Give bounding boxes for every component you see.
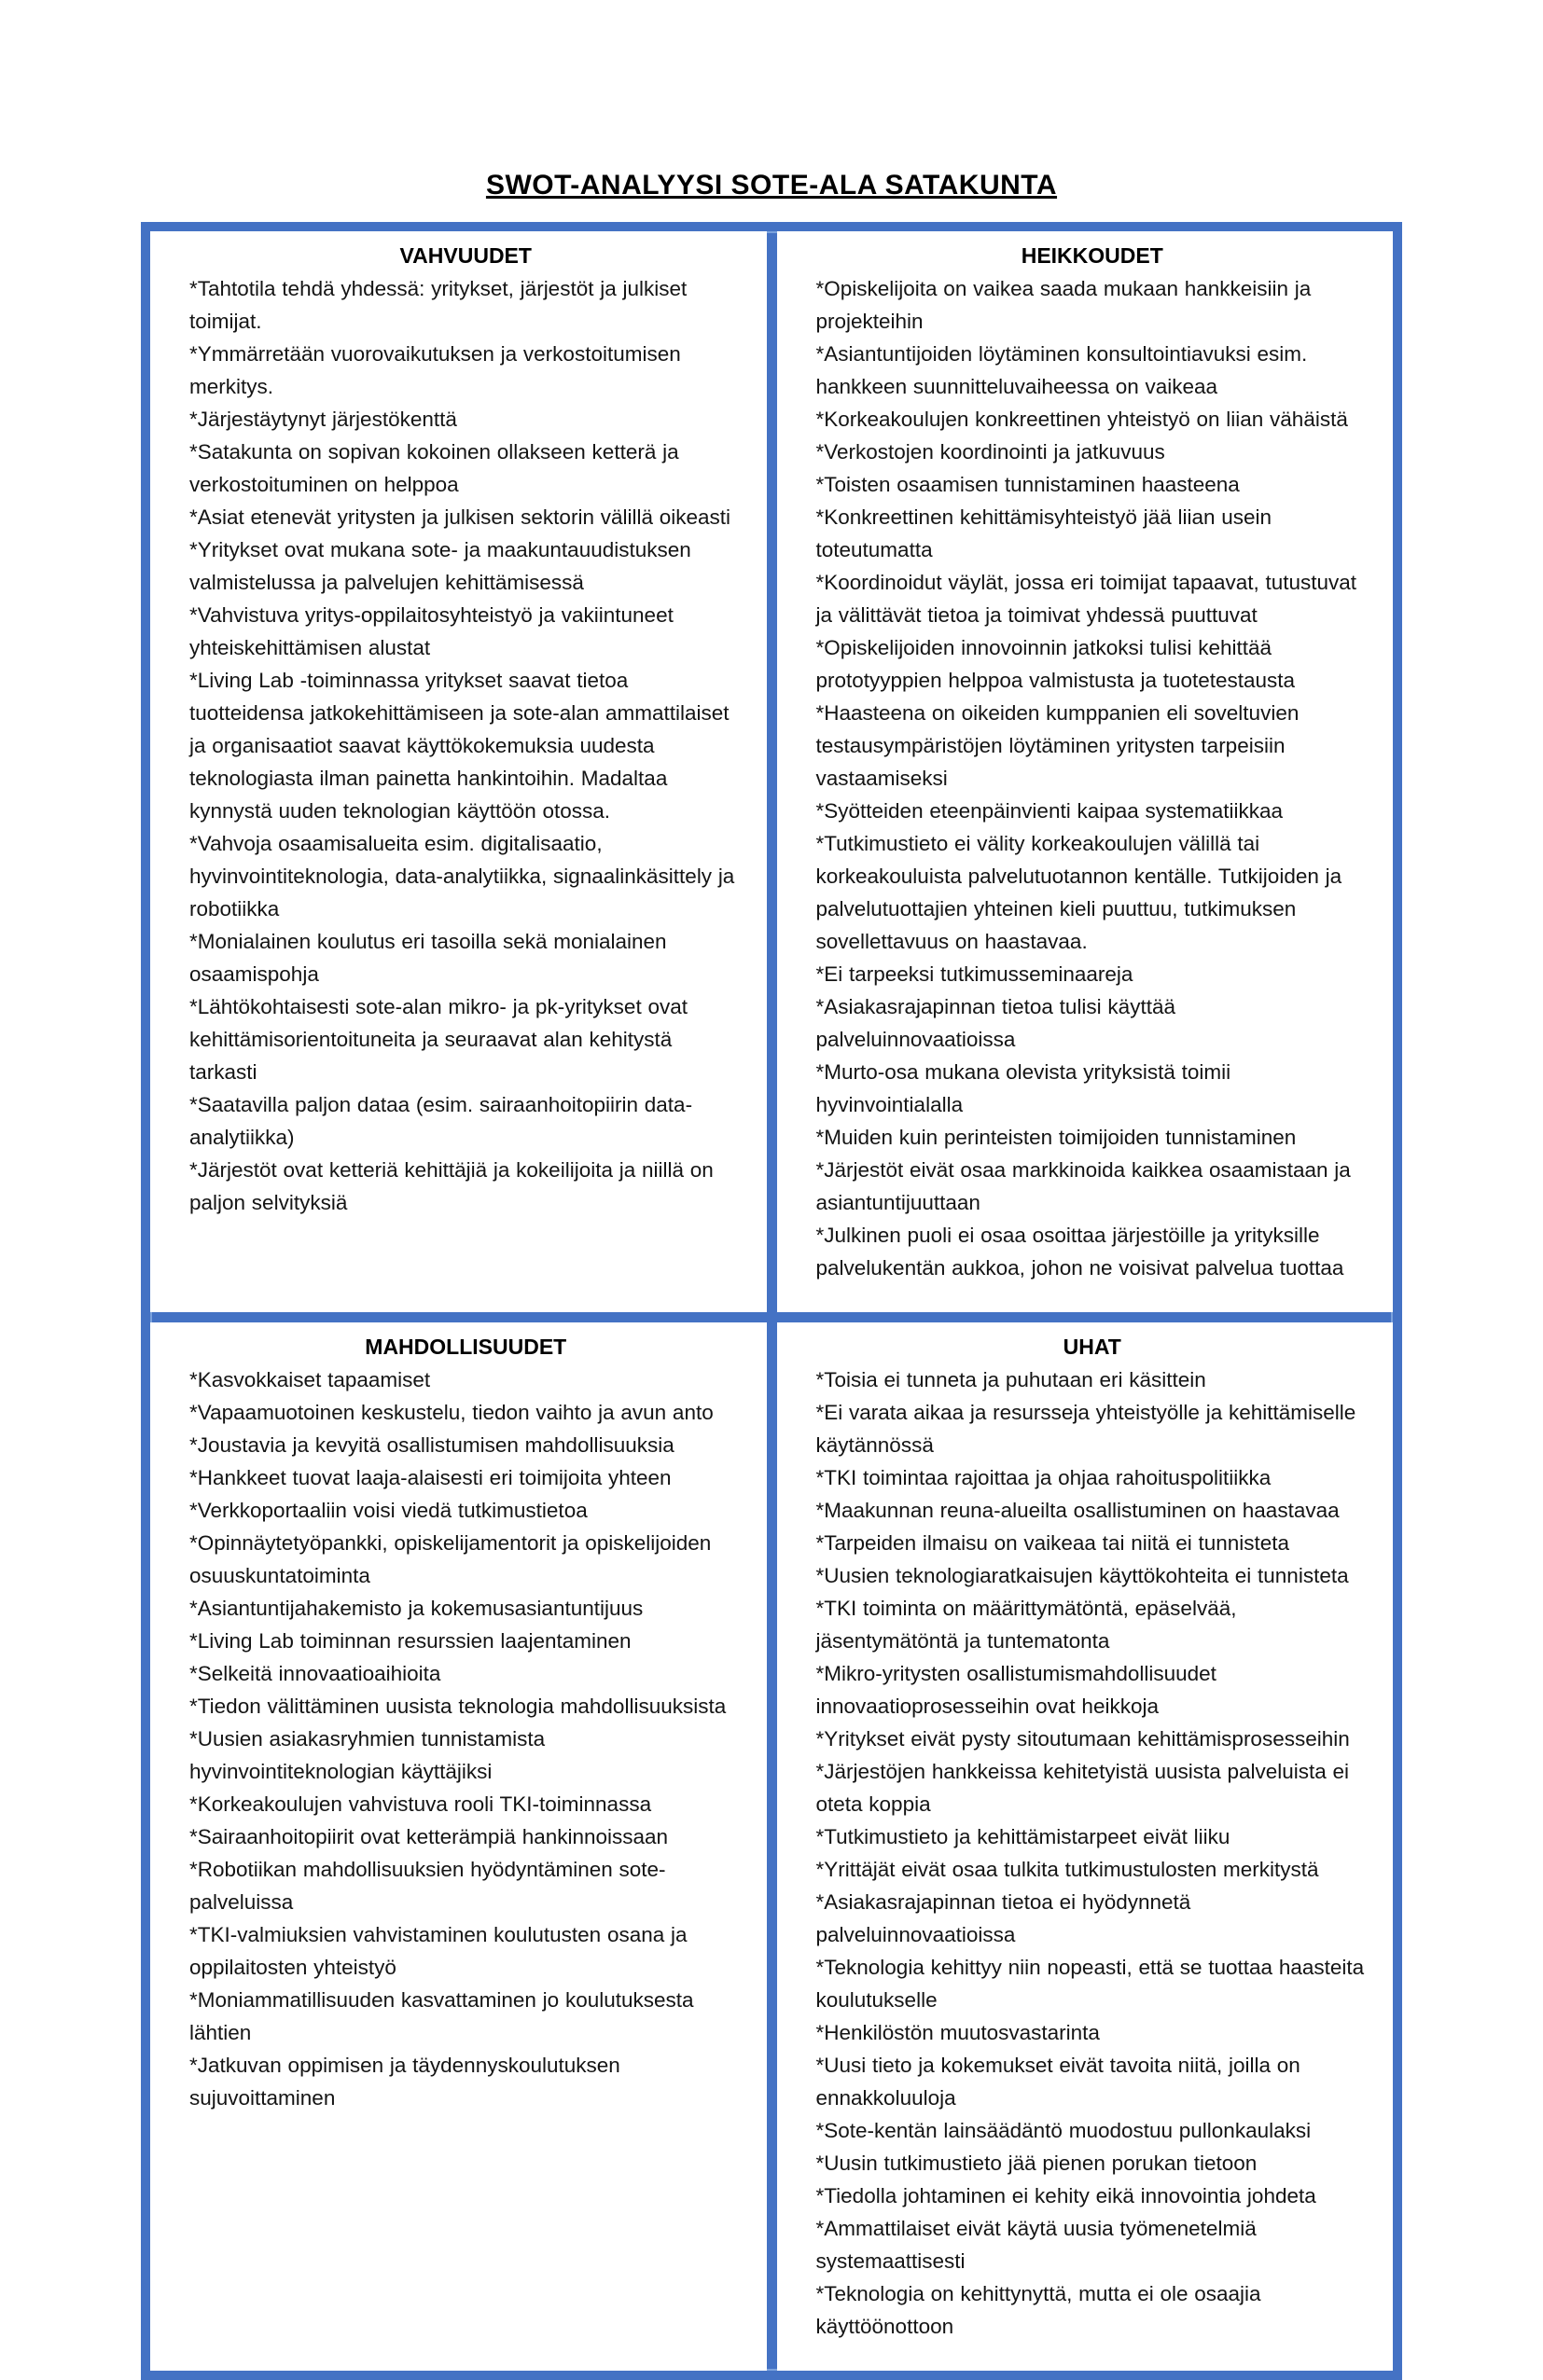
- swot-item: *Uusien asiakasryhmien tunnistamista hyvinvointiteknologian käyttäjiksi: [189, 1727, 546, 1783]
- swot-item: *Konkreettinen kehittämisyhteistyö jää liian usein toteutumatta: [815, 505, 1272, 561]
- strengths-item-list: [189, 272, 743, 1219]
- swot-item: *Tutkimustieto ja kehittämistarpeet eivät liiku: [815, 1825, 1230, 1848]
- swot-item: *Koordinoidut väylät, jossa eri toimijat tapaavat, tutustuvat ja välittävät tietoa ja toimivat yhdessä puuttuvat: [815, 571, 1357, 627]
- swot-item: *Kasvokkaiset tapaamiset: [189, 1368, 431, 1391]
- swot-item: *Teknologia on kehittynyttä, mutta ei ole osaajia käyttöönottoon: [815, 2282, 1261, 2338]
- swot-item: *Lähtökohtaisesti sote-alan mikro- ja pk-yritykset ovat kehittämisorientoituneita ja seuraavat alan kehitystä tarkasti: [189, 995, 688, 1084]
- swot-item: *Toisia ei tunneta ja puhutaan eri käsittein: [815, 1368, 1206, 1391]
- swot-item: *Henkilöstön muutosvastarinta: [815, 2021, 1100, 2044]
- swot-item: *Monialainen koulutus eri tasoilla sekä monialainen osaamispohja: [189, 930, 667, 986]
- swot-item: *Järjestöt ovat ketteriä kehittäjiä ja kokeilijoita ja niillä on paljon selvityksiä: [189, 1158, 714, 1214]
- swot-item: *Yritykset ovat mukana sote- ja maakuntauudistuksen valmistelussa ja palvelujen kehittämisessä: [189, 538, 691, 594]
- swot-item: *TKI toiminta on määrittymätöntä, epäselvää, jäsentymätöntä ja tuntematonta: [815, 1597, 1237, 1653]
- opportunities-item-list: [189, 1363, 743, 2114]
- swot-item: *Opiskelijoita on vaikea saada mukaan hankkeisiin ja projekteihin: [815, 277, 1312, 333]
- swot-item: *Sairaanhoitopiirit ovat ketterämpiä hankinnoissaan: [189, 1825, 669, 1848]
- swot-item: *Robotiikan mahdollisuuksien hyödyntäminen sote-palveluissa: [189, 1858, 666, 1914]
- threats-item-list: [816, 1363, 1369, 2343]
- weaknesses-item-list: [816, 272, 1369, 1284]
- quadrant-opportunities: [150, 1322, 767, 2371]
- swot-matrix: [141, 222, 1402, 2380]
- swot-item: *Verkkoportaaliin voisi viedä tutkimustietoa: [189, 1499, 588, 1522]
- swot-item: *Julkinen puoli ei osaa osoittaa järjestöille ja yrityksille palvelukentän aukkoa, johon ne voisivat palvelua tuottaa: [815, 1224, 1344, 1280]
- swot-item: *Toisten osaamisen tunnistaminen haasteena: [815, 473, 1240, 496]
- swot-item: *Tahtotila tehdä yhdessä: yritykset, järjestöt ja julkiset toimijat.: [189, 277, 688, 333]
- swot-item: *Saatavilla paljon dataa (esim. sairaanhoitopiirin data-analytiikka): [189, 1093, 693, 1149]
- swot-item: *Ei varata aikaa ja resursseja yhteistyölle ja kehittämiselle käytännössä: [815, 1401, 1356, 1457]
- quadrant-weaknesses: [777, 231, 1394, 1312]
- swot-item: *Asiantuntijoiden löytäminen konsultointiavuksi esim. hankkeen suunnitteluvaiheessa on vaikeaa: [815, 342, 1308, 398]
- swot-item: *Hankkeet tuovat laaja-alaisesti eri toimijoita yhteen: [189, 1466, 672, 1489]
- swot-item: *Yrittäjät eivät osaa tulkita tutkimustulosten merkitystä: [815, 1858, 1319, 1881]
- swot-item: *Verkostojen koordinointi ja jatkuvuus: [815, 440, 1165, 464]
- swot-item: *Murto-osa mukana olevista yrityksistä toimii hyvinvointialalla: [815, 1060, 1231, 1116]
- swot-item: *TKI-valmiuksien vahvistaminen koulutusten osana ja oppilaitosten yhteistyö: [189, 1923, 688, 1979]
- swot-item: *Selkeitä innovaatioaihioita: [189, 1662, 441, 1685]
- swot-item: *Asiakasrajapinnan tietoa ei hyödynnetä palveluinnovaatioissa: [815, 1890, 1191, 1946]
- swot-item: *Opiskelijoiden innovoinnin jatkoksi tulisi kehittää prototyyppien helppoa valmistusta ja tuotetestausta: [815, 636, 1296, 692]
- swot-item: *Uusien teknologiaratkaisujen käyttökohteita ei tunnisteta: [815, 1564, 1349, 1587]
- swot-item: *Järjestäytynyt järjestökenttä: [189, 408, 457, 431]
- swot-item: *Tiedolla johtaminen ei kehity eikä innovointia johdeta: [815, 2184, 1316, 2207]
- swot-item: *Moniammatillisuuden kasvattaminen jo koulutuksesta lähtien: [189, 1988, 694, 2044]
- swot-item: *Vapaamuotoinen keskustelu, tiedon vaihto ja avun anto: [189, 1401, 714, 1424]
- swot-item: *Satakunta on sopivan kokoinen ollakseen ketterä ja verkostoituminen on helppoa: [189, 440, 679, 496]
- quadrant-threats: [777, 1322, 1394, 2371]
- swot-item: *Muiden kuin perinteisten toimijoiden tunnistaminen: [815, 1126, 1297, 1149]
- swot-item: *Ymmärretään vuorovaikutuksen ja verkostoitumisen merkitys.: [189, 342, 681, 398]
- swot-item: *Tutkimustieto ei välity korkeakoulujen välillä tai korkeakouluista palvelutuotannon kentälle. Tutkijoiden ja palvelutuottajien yhteinen kieli puuttuu, tutkimuksen sovellettavuus on haastavaa.: [815, 832, 1342, 953]
- swot-item: *Vahvoja osaamisalueita esim. digitalisaatio, hyvinvointiteknologia, data-analytiikka, signaalinkäsittely ja robotiikka: [189, 832, 735, 920]
- swot-item: *Jatkuvan oppimisen ja täydennyskoulutuksen sujuvoittaminen: [189, 2054, 620, 2110]
- weaknesses-header: HEIKKOUDET: [1021, 243, 1163, 268]
- swot-item: *Vahvistuva yritys-oppilaitosyhteistyö ja vakiintuneet yhteiskehittämisen alustat: [189, 603, 674, 659]
- swot-item: *TKI toimintaa rajoittaa ja ohjaa rahoituspolitiikka: [815, 1466, 1272, 1489]
- swot-item: *Haasteena on oikeiden kumppanien eli soveltuvien testausympäristöjen löytäminen yritysten tarpeisiin vastaamiseksi: [815, 701, 1300, 790]
- swot-item: *Korkeakoulujen vahvistuva rooli TKI-toiminnassa: [189, 1792, 652, 1816]
- swot-item: *Yritykset eivät pysty sitoutumaan kehittämisprosesseihin: [815, 1727, 1350, 1750]
- swot-item: *Sote-kentän lainsäädäntö muodostuu pullonkaulaksi: [815, 2119, 1312, 2142]
- swot-item: *Joustavia ja kevyitä osallistumisen mahdollisuuksia: [189, 1433, 674, 1457]
- swot-item: *Mikro-yritysten osallistumismahdollisuudet innovaatioprosesseihin ovat heikkoja: [815, 1662, 1216, 1718]
- swot-item: *Syötteiden eteenpäinvienti kaipaa systematiikkaa: [815, 799, 1284, 823]
- swot-item: *Asiantuntijahakemisto ja kokemusasiantuntijuus: [189, 1597, 644, 1620]
- page-title: SWOT-ANALYYSI SOTE-ALA SATAKUNTA: [485, 170, 1058, 201]
- swot-item: *Living Lab toiminnan resurssien laajentaminen: [189, 1629, 632, 1653]
- swot-item: *Opinnäytetyöpankki, opiskelijamentorit ja opiskelijoiden osuuskuntatoiminta: [189, 1531, 712, 1587]
- swot-item: *Asiat etenevät yritysten ja julkisen sektorin välillä oikeasti: [189, 505, 731, 529]
- quadrant-strengths: [150, 231, 767, 1312]
- swot-item: *Living Lab -toiminnassa yritykset saavat tietoa tuotteidensa jatkokehittämiseen ja sote-alan ammattilaiset ja organisaatiot saavat käyttökokemuksia uudesta teknologiasta ilman painetta hankintoihin. Madaltaa kynnystä uuden teknologian käyttöön otossa.: [189, 669, 730, 823]
- swot-item: *Maakunnan reuna-alueilta osallistuminen on haastavaa: [815, 1499, 1340, 1522]
- opportunities-header: MAHDOLLISUUDET: [365, 1335, 567, 1359]
- swot-item: *Asiakasrajapinnan tietoa tulisi käyttää palveluinnovaatioissa: [815, 995, 1175, 1051]
- swot-item: *Uusin tutkimustieto jää pienen porukan tietoon: [815, 2152, 1258, 2175]
- swot-item: *Järjestöjen hankkeissa kehitetyistä uusista palveluista ei oteta koppia: [815, 1760, 1350, 1816]
- threats-header: UHAT: [1063, 1335, 1121, 1359]
- swot-item: *Järjestöt eivät osaa markkinoida kaikkea osaamistaan ja asiantuntijuuttaan: [815, 1158, 1351, 1214]
- strengths-header: VAHVUUDET: [399, 243, 532, 268]
- swot-item: *Uusi tieto ja kokemukset eivät tavoita niitä, joilla on ennakkoluuloja: [815, 2054, 1300, 2110]
- swot-item: *Teknologia kehittyy niin nopeasti, että se tuottaa haasteita koulutukselle: [815, 1956, 1365, 2012]
- swot-item: *Tiedon välittäminen uusista teknologia mahdollisuuksista: [189, 1695, 727, 1718]
- swot-item: *Tarpeiden ilmaisu on vaikeaa tai niitä ei tunnisteta: [815, 1531, 1290, 1555]
- swot-item: *Korkeakoulujen konkreettinen yhteistyö on liian vähäistä: [815, 408, 1348, 431]
- swot-item: *Ei tarpeeksi tutkimusseminaareja: [815, 962, 1133, 986]
- swot-item: *Ammattilaiset eivät käytä uusia työmenetelmiä systemaattisesti: [815, 2217, 1257, 2273]
